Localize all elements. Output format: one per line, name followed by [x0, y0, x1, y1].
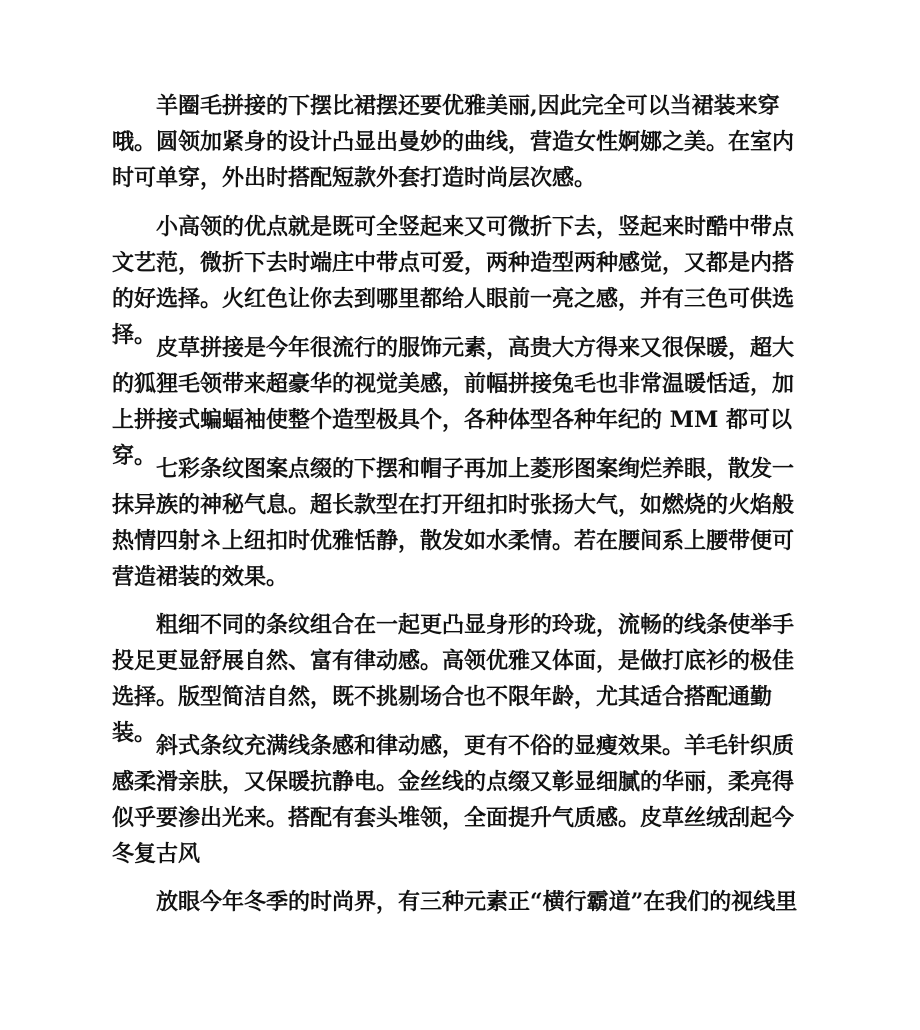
paragraph-2: 小高领的优点就是既可全竖起来又可微折下去，竖起来时酷中带点文艺范，微折下去时端庄中带点可爱，两种造型两种感觉，又都是内搭的好选择。火红色让你去到哪里都给人眼前一亮之感，并有三色可供选择。 — [112, 214, 795, 348]
paragraph-5: 粗细不同的条纹组合在一起更凸显身形的玲珑，流畅的线条使举手投足更显舒展自然、富有律动感。高领优雅又体面，是做打底衫的极佳选择。版型简洁自然，既不挑剔场合也不限年龄，尤其适合搭配通勤装。 — [112, 612, 795, 746]
paragraph-7: 放眼今年冬季的时尚界，有三种元素正“横行霸道”在我们的视线里 — [156, 889, 798, 915]
paragraph-4: 七彩条纹图案点缀的下摆和帽子再加上菱形图案绚烂养眼，散发一抹异族的神秘气息。超长款型在打开纽扣时张扬大气，如燃烧的火焰般热情四射ネ上纽扣时优雅恬静，散发如水柔情。若在腰间系上腰带便可营造裙装的效果。 — [112, 456, 795, 590]
paragraph-6: 斜式条纹充满线条感和律动感，更有不俗的显瘦效果。羊毛针织质感柔滑亲肤，又保暖抗静电。金丝线的点缀又彰显细腻的华丽，柔亮得似乎要渗出光来。搭配有套头堆领，全面提升气质感。皮草丝绒刮起今冬复古风 — [112, 733, 795, 867]
paragraph-1: 羊圈毛拼接的下摆比裙摆还要优雅美丽,因此完全可以当裙装来穿哦。圆领加紧身的设计凸显出曼妙的曲线，营造女性婀娜之美。在室内时可单穿，外出时搭配短款外套打造时尚层次感。 — [112, 93, 795, 191]
paragraph-3: 皮草拼接是今年很流行的服饰元素，高贵大方得来又很保暖，超大的狐狸毛领带来超豪华的视觉美感，前幅拼接兔毛也非常温暖恬适，加上拼接式蝙蝠袖使整个造型极具个，各种体型各种年纪的 MM 都可以穿。 — [112, 335, 795, 469]
